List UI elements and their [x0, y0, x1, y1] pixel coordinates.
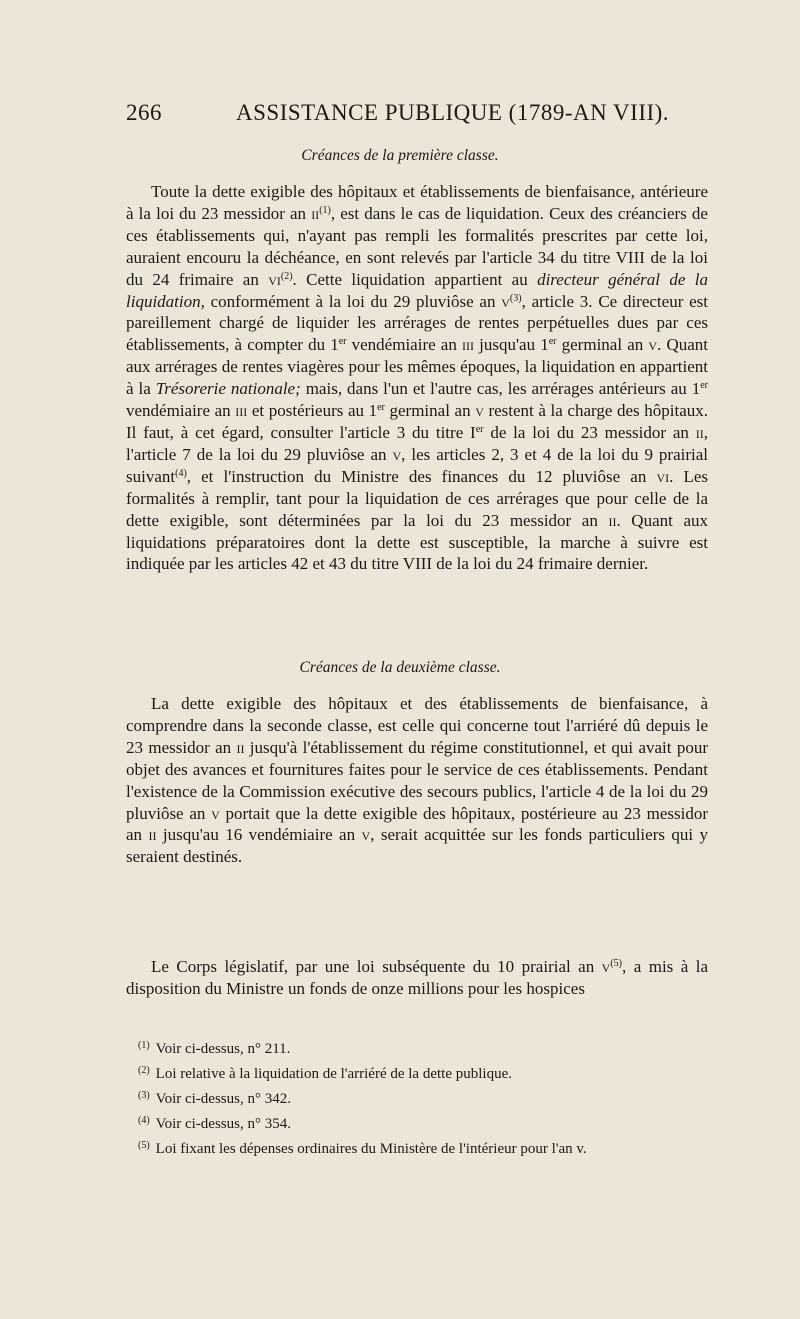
section-title-first-class: Créances de la première classe. — [301, 147, 499, 164]
paragraph-second-class-2: Le Corps législatif, par une loi subséquente du 10 prairial an $v^{(5)}$, a mis à la disposition du Ministre un fonds de onze millions pour les hospices — [126, 957, 708, 998]
footnote-2: $^{(2)}$ Loi relative à la liquidation de l'arriéré de la dette publique. — [138, 1065, 512, 1082]
page-number: 266 — [126, 100, 162, 125]
footnote-4: $^{(4)}$ Voir ci-dessus, n° 354. — [138, 1115, 291, 1132]
footnote-ref: (1) — [319, 204, 331, 216]
paragraph-second-class-1: La dette exigible des hôpitaux et des établissements de bienfaisance, à comprendre dans la seconde classe, est celle qui concerne tout l'arriéré dû depuis le 23 messidor an ii jusqu'à l'établissement du régime constitutionnel, et qui avait pour objet des avances et fournitures faites pour le service de ces établissements. Pendant l'existence de la Commission exécutive des secours publics, l'article 4 de la loi du 29 pluviôse an v portait que la dette exigible des hôpitaux, postérieure au 23 messidor an ii jusqu'au 16 vendémiaire an v, serait acquittée sur les fonds particuliers qui y seraient destinés. — [126, 694, 709, 867]
section-title-second-class: Créances de la deuxième classe. — [299, 659, 501, 676]
running-title: ASSISTANCE PUBLIQUE (1789-AN VIII). — [236, 100, 670, 125]
footnote-ref: (2) — [280, 270, 293, 282]
footnote-ref: (5) — [610, 958, 623, 969]
footnote-ref: (3) — [509, 292, 522, 304]
paragraph-first-class: Toute la dette exigible des hôpitaux et établissements de bienfaisance, antérieure à la loi du 23 messidor an $ii^{(1)}$, est dans le cas de liquidation. Ceux des créanciers de ces établissements qui, n'ayant pas rempli les formalités prescrites par cette loi, auraient encouru la déchéance, en sont relevés par l'article 34 du titre VIII de la loi du 24 frimaire an $vi^{(2)}$. Cette liquidation appartient au directeur général de la liquidation, conformément à la loi du 29 pluviôse an $v^{(3)}$, article 3. Ce directeur est pareillement chargé de liquider les arrérages de rentes perpétuelles dues par ces établissements, à compter du 1er vendémiaire an iii jusqu'au 1er germinal an v. Quant aux arrérages de rentes viagères pour les mêmes époques, la liquidation en appartient à la Trésorerie nationale; mais, dans l'un et l'autre cas, les arrérages antérieurs au 1er vendémiaire an iii et postérieurs au 1er germinal an v restent à la charge des hôpitaux. Il faut, à cet égard, consulter l'article 3 du titre Ier de la loi du 23 messidor an ii, l'article 7 de la loi du 29 pluviôse an v, les articles 2, 3 et 4 de la loi du 9 prairial suivant$^{(4)}$, et l'instruction du Ministre des finances du 12 pluviôse an vi. Les formalités à remplir, tant pour la liquidation de ces arrérages que pour celle de la dette exigible, sont déterminées par la loi du 23 messidor an ii. Quant aux liquidations préparatoires dont la dette est susceptible, la marche à suivre est indiquée par les articles 42 et 43 du titre VIII de la loi du 24 frimaire dernier. — [126, 182, 709, 574]
footnote-3: $^{(3)}$ Voir ci-dessus, n° 342. — [138, 1090, 291, 1107]
footnote-ref: (4) — [175, 467, 187, 479]
footnotes — [138, 1035, 718, 1160]
footnote-5: $^{(5)}$ Loi fixant les dépenses ordinaires du Ministère de l'intérieur pour l'an v. — [138, 1140, 587, 1157]
footnote-1: $^{(1)}$ Voir ci-dessus, n° 211. — [138, 1040, 291, 1057]
